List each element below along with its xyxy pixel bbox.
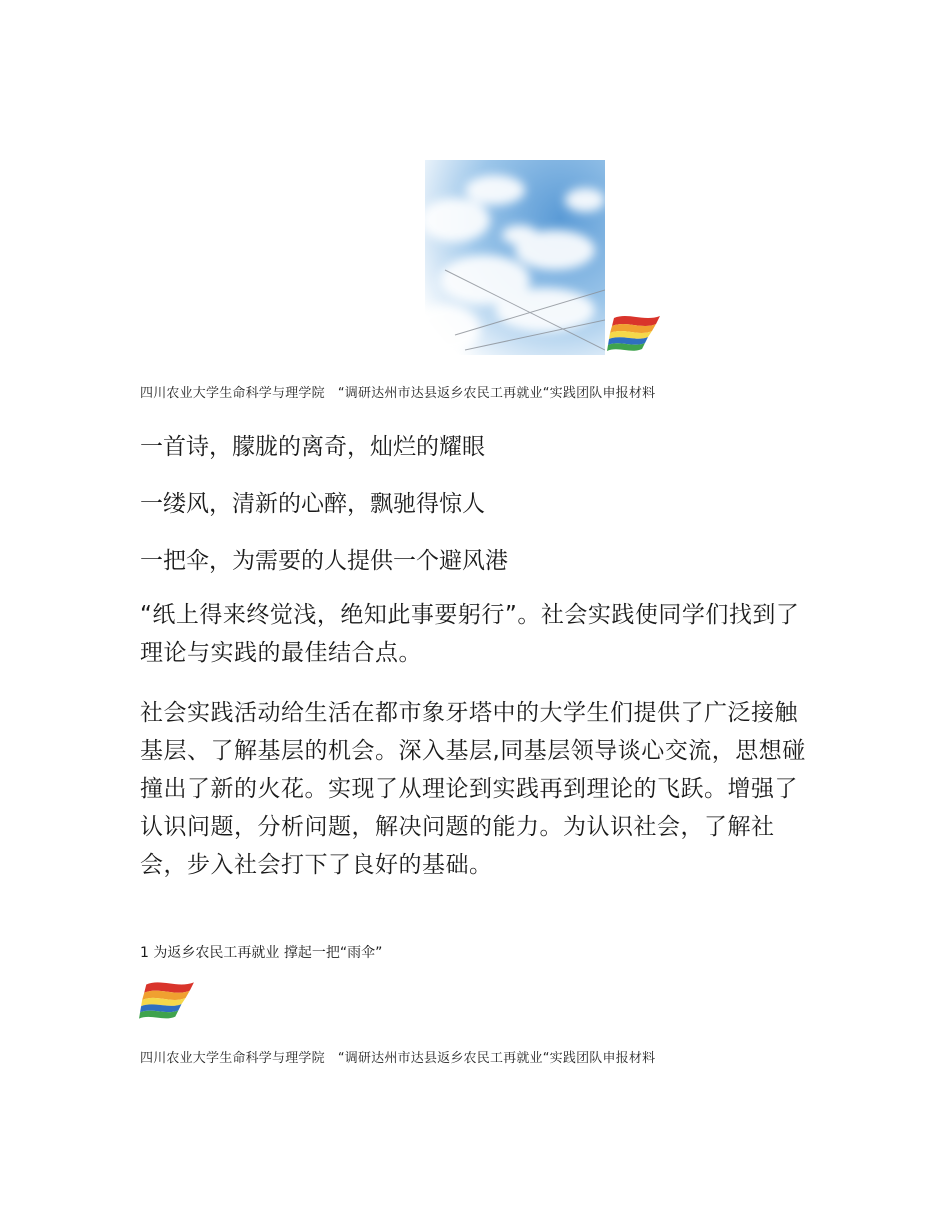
poem-line: 一把伞，为需要的人提供一个避风港 bbox=[140, 548, 508, 574]
caption-number: 1 bbox=[140, 945, 149, 961]
caption-text: 为返乡农民工再就业 撑起一把“雨伞” bbox=[153, 945, 383, 961]
footer-institution: 四川农业大学生命科学与理学院 bbox=[140, 1051, 325, 1066]
footer-project: “调研达州市达县返乡农民工再就业“实践团队申报材料 bbox=[337, 1051, 656, 1066]
logo-flag-icon bbox=[138, 978, 196, 1022]
sky-photo bbox=[425, 160, 605, 355]
header-institution: 四川农业大学生命科学与理学院 bbox=[140, 386, 325, 401]
poem-line: 一首诗，朦胧的离奇，灿烂的耀眼 bbox=[140, 434, 485, 460]
poem-line: 一缕风，清新的心醉，飘驰得惊人 bbox=[140, 491, 485, 517]
page-header bbox=[140, 382, 655, 401]
page-footer-header bbox=[140, 1047, 655, 1066]
section-caption bbox=[140, 942, 382, 962]
logo-flag-icon bbox=[606, 312, 662, 354]
paragraph-quote: “纸上得来终觉浅，绝知此事要躬行”。社会实践使同学们找到了理论与实践的最佳结合点。 bbox=[140, 602, 800, 666]
paragraph-body: 社会实践活动给生活在都市象牙塔中的大学生们提供了广泛接触基层、了解基层的机会。深入基层,同基层领导谈心交流，思想碰撞出了新的火花。实现了从理论到实践再到理论的飞跃。增强了认识问题，分析问题，解决问题的能力。为认识社会，了解社会，步入社会打下了良好的基础。 bbox=[140, 700, 806, 878]
header-project: “调研达州市达县返乡农民工再就业“实践团队申报材料 bbox=[337, 386, 656, 401]
